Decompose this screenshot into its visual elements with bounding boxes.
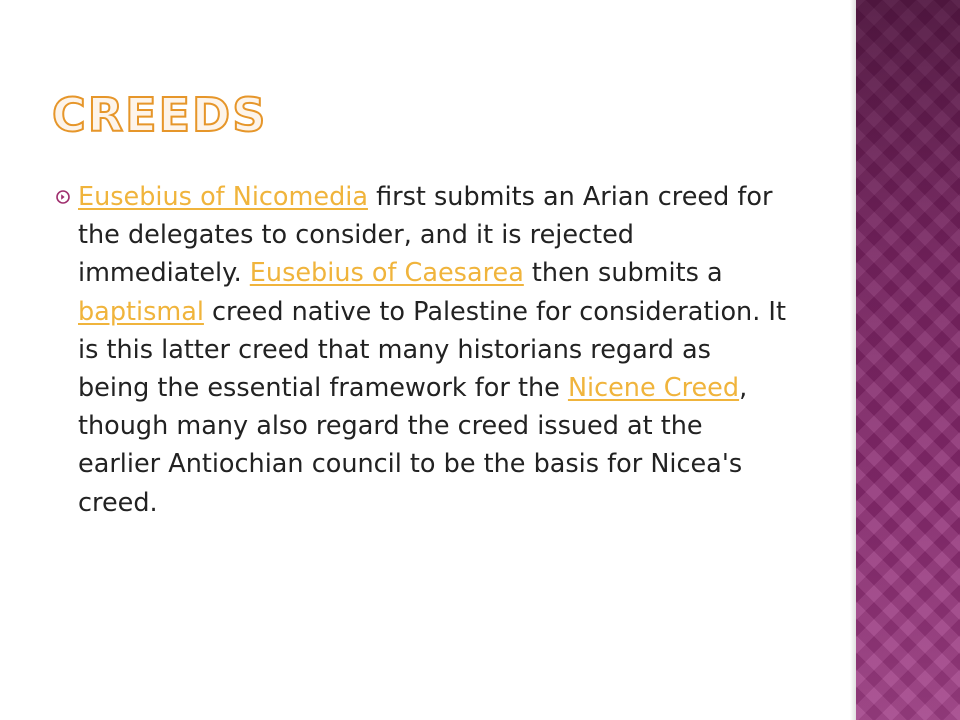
- slide-title: CREEDS: [52, 88, 268, 142]
- link-nicene-creed[interactable]: Nicene Creed: [567, 373, 740, 404]
- bullet-text: [78, 178, 790, 522]
- bullet-text-segment: creed native to Palestine for consideration. It is this latter creed that many historians regard as being the essential framework for the: [78, 296, 786, 404]
- bullet-text-segment: then submits a: [523, 258, 723, 289]
- link-eusebius-of-nicomedia[interactable]: Eusebius of Nicomedia: [78, 182, 368, 212]
- link-eusebius-of-caesarea[interactable]: Eusebius of Caesarea: [249, 258, 524, 289]
- bullet-text-segment: , though many also regard the creed issued at the earlier Antiochian council to be the basis for Nicea's creed.: [78, 373, 748, 518]
- decorative-side-panel: [856, 0, 960, 720]
- slide-body: [56, 178, 796, 522]
- bullet-text-segment: first submits an Arian creed for the delegates to consider, and it is rejected immediately.: [78, 182, 773, 289]
- circle-arrow-bullet-icon: [56, 190, 78, 204]
- link-baptismal[interactable]: baptismal: [78, 296, 204, 327]
- bullet-item: [56, 178, 796, 522]
